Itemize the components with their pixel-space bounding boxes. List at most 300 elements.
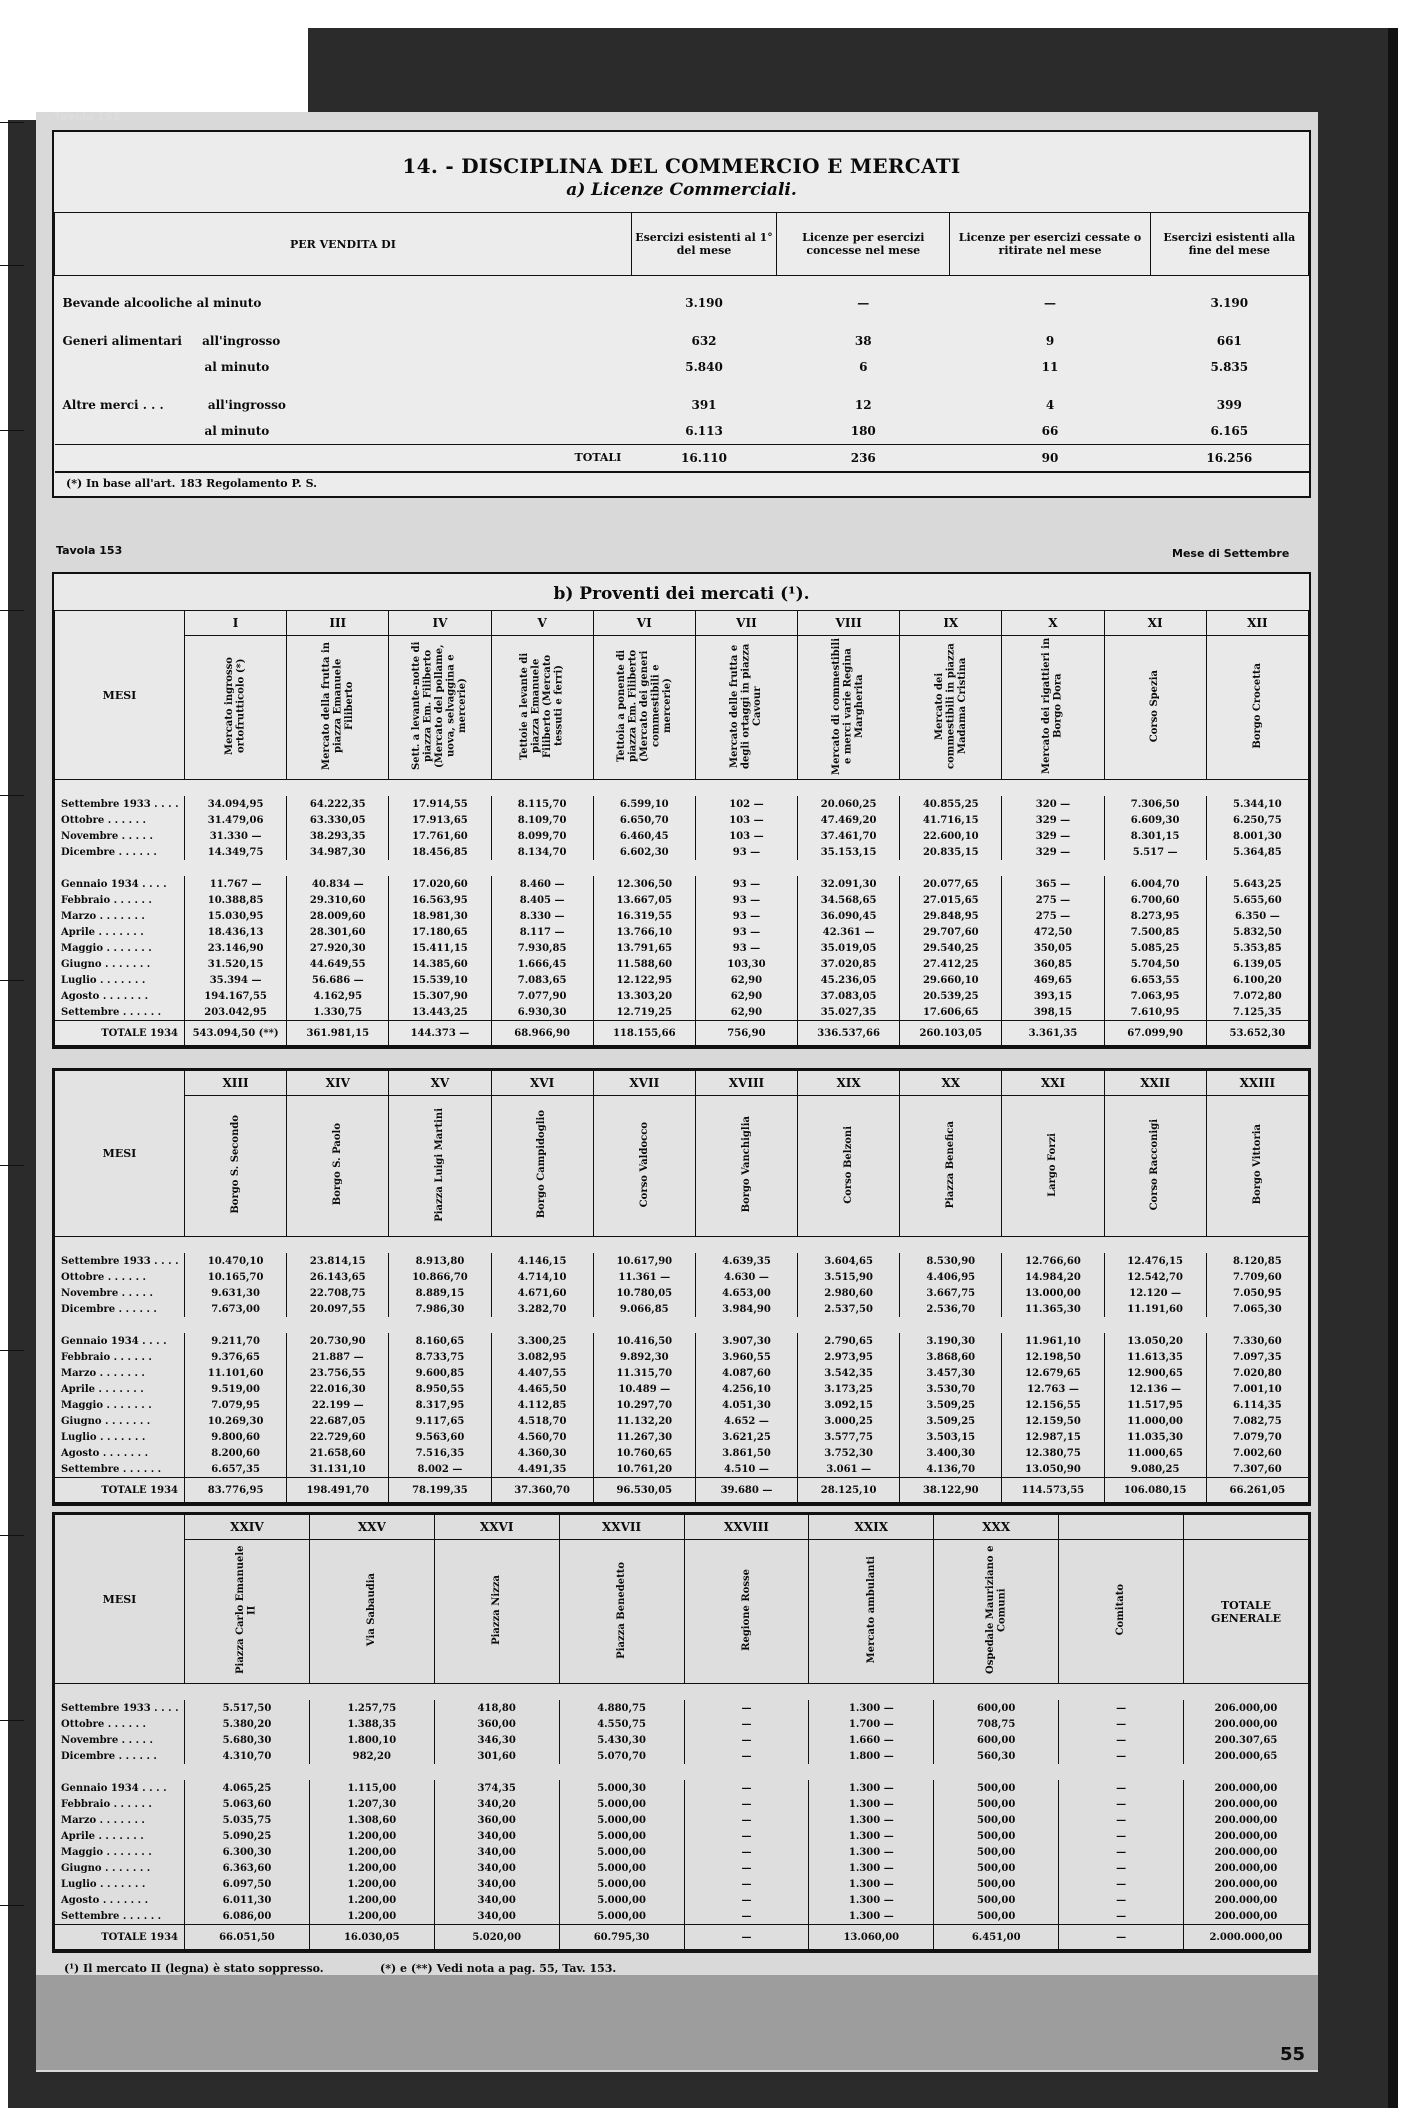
column-name: Mercato ingrosso ortofrutticolo (*) [224, 657, 247, 755]
value-cell: 5.344,10 [1206, 796, 1308, 812]
value-cell: 6.139,05 [1206, 956, 1308, 972]
table-row [55, 1780, 1309, 1796]
month-label: Febbraio . . . . . . [55, 892, 185, 908]
value-cell: 17.606,65 [900, 1004, 1002, 1021]
month-label: Maggio . . . . . . . [55, 940, 185, 956]
margin-tick [0, 1165, 24, 1166]
value-cell: 6.602,30 [593, 844, 695, 860]
table-row [55, 1796, 1309, 1812]
licenze-header-fine: Esercizi esistenti alla fine del mese [1150, 213, 1308, 276]
column-number [1059, 1515, 1184, 1540]
value-cell: 3.092,15 [798, 1397, 900, 1413]
column-number: V [491, 611, 593, 636]
value-cell: — [1059, 1732, 1184, 1748]
table-row [55, 892, 1309, 908]
column-name: Corso Racconigi [1149, 1118, 1161, 1211]
page-title: 14. - DISCIPLINA DEL COMMERCIO E MERCATI [402, 154, 961, 178]
value-cell: — [1059, 1844, 1184, 1860]
value-cell: 5.000,30 [559, 1780, 684, 1796]
column-name: Sett. a levante-notte di piazza Em. Filiberto (Mercato del pollame, uova, selvaggina e mercerie) [411, 641, 469, 771]
value-cell: 6.700,60 [1104, 892, 1206, 908]
table-row [55, 418, 1309, 445]
proventi-table-3 [54, 1514, 1309, 1951]
value-cell: 20.097,55 [287, 1301, 389, 1317]
licenze-footnote: (*) In base all'art. 183 Regolamento P. S. [66, 476, 317, 490]
total-cell: 16.030,05 [309, 1925, 434, 1951]
value-cell: 7.082,75 [1206, 1413, 1308, 1429]
month-label: Gennaio 1934 . . . . [55, 1780, 185, 1796]
total-label: TOTALE 1934 [55, 1925, 185, 1951]
value-cell: 20.077,65 [900, 876, 1002, 892]
table-row [55, 1333, 1309, 1349]
column-number: XVIII [695, 1071, 797, 1096]
value-cell: 9.376,65 [185, 1349, 287, 1365]
column-number: XXIX [809, 1515, 934, 1540]
value-cell: 200.000,00 [1184, 1812, 1309, 1828]
column-name-cell [491, 1096, 593, 1237]
value-cell: 1.330,75 [287, 1004, 389, 1021]
month-label: Settembre . . . . . . [55, 1461, 185, 1478]
value-cell: 9.211,70 [185, 1333, 287, 1349]
value-cell: 5.000,00 [559, 1860, 684, 1876]
total-row [55, 1021, 1309, 1047]
value-cell: 5.643,25 [1206, 876, 1308, 892]
value-cell: 32.091,30 [798, 876, 900, 892]
value-cell: 6.657,35 [185, 1461, 287, 1478]
value-cell: 3.457,30 [900, 1365, 1002, 1381]
value-cell: 500,00 [934, 1908, 1059, 1925]
licenze-cell: 6.165 [1210, 423, 1249, 438]
value-cell: 329 — [1002, 812, 1104, 828]
value-cell: 340,00 [434, 1876, 559, 1892]
value-cell: 20.835,15 [900, 844, 1002, 860]
value-cell: 23.756,55 [287, 1365, 389, 1381]
value-cell: 31.479,06 [185, 812, 287, 828]
value-cell: 13.303,20 [593, 988, 695, 1004]
value-cell: 194.167,55 [185, 988, 287, 1004]
month-label: Settembre . . . . . . [55, 1908, 185, 1925]
month-label: Marzo . . . . . . . [55, 1812, 185, 1828]
value-cell: 3.542,35 [798, 1365, 900, 1381]
value-cell: 5.353,85 [1206, 940, 1308, 956]
column-name: Borgo Vanchiglia [740, 1116, 752, 1213]
value-cell: 346,30 [434, 1732, 559, 1748]
table-row [55, 1301, 1309, 1317]
column-name: Mercato dei rigattieri in Borgo Dora [1041, 637, 1064, 775]
value-cell: 8.301,15 [1104, 828, 1206, 844]
column-name-cell [695, 1096, 797, 1237]
value-cell: 329 — [1002, 844, 1104, 860]
licenze-cell: 9 [1045, 333, 1055, 348]
licenze-cell: 5.835 [1210, 359, 1249, 374]
table-row [55, 812, 1309, 828]
column-number: XII [1206, 611, 1308, 636]
column-name-cell [593, 1096, 695, 1237]
table-row [55, 1828, 1309, 1844]
total-cell: 83.776,95 [185, 1478, 287, 1504]
column-name: Ospedale Mauriziano e Comuni [984, 1545, 1008, 1675]
value-cell: 8.109,70 [491, 812, 593, 828]
value-cell: 11.035,30 [1104, 1429, 1206, 1445]
value-cell: 35.027,35 [798, 1004, 900, 1021]
value-cell: 5.517,50 [185, 1700, 310, 1716]
value-cell: 6.300,30 [185, 1844, 310, 1860]
value-cell: 340,00 [434, 1828, 559, 1844]
value-cell: 7.050,95 [1206, 1285, 1308, 1301]
table-row [55, 908, 1309, 924]
value-cell: 708,75 [934, 1716, 1059, 1732]
proventi-section-1 [52, 572, 1311, 1049]
value-cell: 982,20 [309, 1748, 434, 1764]
mesi-header: MESI [55, 1515, 185, 1684]
total-cell: 5.020,00 [434, 1925, 559, 1951]
value-cell: 6.100,20 [1206, 972, 1308, 988]
table-row [55, 940, 1309, 956]
value-cell: 4.639,35 [695, 1253, 797, 1269]
value-cell: 12.900,65 [1104, 1365, 1206, 1381]
total-cell: 361.981,15 [287, 1021, 389, 1047]
column-number: XX [900, 1071, 1002, 1096]
column-name: Via Sabaudia [366, 1573, 378, 1647]
licenze-cell: 632 [691, 333, 717, 348]
value-cell: 1.300 — [809, 1796, 934, 1812]
value-cell: 4.518,70 [491, 1413, 593, 1429]
table-row [55, 392, 1309, 418]
column-number: XIV [287, 1071, 389, 1096]
column-number: XXI [1002, 1071, 1104, 1096]
licenze-total-cell: 16.110 [681, 450, 727, 465]
value-cell: 3.300,25 [491, 1333, 593, 1349]
value-cell: 4.051,30 [695, 1397, 797, 1413]
value-cell: — [1059, 1908, 1184, 1925]
value-cell: — [684, 1860, 809, 1876]
value-cell: 16.563,95 [389, 892, 491, 908]
value-cell: 1.300 — [809, 1908, 934, 1925]
value-cell: 5.000,00 [559, 1812, 684, 1828]
column-name: Piazza Nizza [490, 1575, 502, 1645]
value-cell: 37.083,05 [798, 988, 900, 1004]
value-cell: 365 — [1002, 876, 1104, 892]
value-cell: 93 — [695, 892, 797, 908]
value-cell: 27.920,30 [287, 940, 389, 956]
value-cell: — [684, 1716, 809, 1732]
spacer-row [55, 1317, 1309, 1333]
tavola-152-label: Tavola 152 [54, 110, 121, 123]
value-cell: 9.117,65 [389, 1413, 491, 1429]
value-cell: 3.667,75 [900, 1285, 1002, 1301]
column-number: VI [593, 611, 695, 636]
column-name-cell [559, 1540, 684, 1684]
table-row [55, 1860, 1309, 1876]
value-cell: 20.539,25 [900, 988, 1002, 1004]
total-cell: 66.051,50 [185, 1925, 310, 1951]
value-cell: 7.097,35 [1206, 1349, 1308, 1365]
value-cell: 8.134,70 [491, 844, 593, 860]
column-name: Mercato ambulanti [865, 1556, 877, 1664]
value-cell: 38.293,35 [287, 828, 389, 844]
paper-bottom-shadow [36, 1975, 1318, 2070]
column-name-cell [434, 1540, 559, 1684]
value-cell: 12.120 — [1104, 1285, 1206, 1301]
value-cell: 17.913,65 [389, 812, 491, 828]
column-name-cell [1104, 636, 1206, 780]
column-name-cell [1206, 1096, 1308, 1237]
column-name-row [55, 636, 1309, 780]
column-number: XXVIII [684, 1515, 809, 1540]
column-name-cell [309, 1540, 434, 1684]
scan-top-margin [0, 0, 1413, 28]
value-cell: 5.000,00 [559, 1876, 684, 1892]
value-cell: 2.790,65 [798, 1333, 900, 1349]
value-cell: 350,05 [1002, 940, 1104, 956]
value-cell: 28.301,60 [287, 924, 389, 940]
value-cell: 8.002 — [389, 1461, 491, 1478]
month-label: Marzo . . . . . . . [55, 1365, 185, 1381]
value-cell: 203.042,95 [185, 1004, 287, 1021]
value-cell: 5.680,30 [185, 1732, 310, 1748]
value-cell: 340,00 [434, 1860, 559, 1876]
value-cell: 8.115,70 [491, 796, 593, 812]
column-name: Mercato della frutta in piazza Emanuele Filiberto [320, 641, 355, 771]
table-row [55, 1461, 1309, 1478]
value-cell: 340,20 [434, 1796, 559, 1812]
column-name-cell [1184, 1540, 1309, 1684]
value-cell: 102 — [695, 796, 797, 812]
total-cell: 106.080,15 [1104, 1478, 1206, 1504]
value-cell: 8.317,95 [389, 1397, 491, 1413]
column-name-cell [287, 636, 389, 780]
total-cell: 96.530,05 [593, 1478, 695, 1504]
value-cell: 36.090,45 [798, 908, 900, 924]
licenze-total-row [55, 444, 1309, 472]
value-cell: 3.190,30 [900, 1333, 1002, 1349]
value-cell: 8.099,70 [491, 828, 593, 844]
month-label: Agosto . . . . . . . [55, 1445, 185, 1461]
month-label: Febbraio . . . . . . [55, 1349, 185, 1365]
value-cell: 6.599,10 [593, 796, 695, 812]
value-cell: 4.510 — [695, 1461, 797, 1478]
value-cell: 3.907,30 [695, 1333, 797, 1349]
value-cell: 64.222,35 [287, 796, 389, 812]
value-cell: 11.000,65 [1104, 1445, 1206, 1461]
value-cell: 200.000,65 [1184, 1748, 1309, 1764]
spacer-row [55, 780, 1309, 797]
value-cell: 7.079,95 [185, 1397, 287, 1413]
value-cell: 23.146,90 [185, 940, 287, 956]
value-cell: 12.719,25 [593, 1004, 695, 1021]
proventi-footnote-2: (*) e (**) Vedi nota a pag. 55, Tav. 153. [380, 1962, 617, 1975]
column-number: XXV [309, 1515, 434, 1540]
value-cell: 9.563,60 [389, 1429, 491, 1445]
value-cell: 10.269,30 [185, 1413, 287, 1429]
value-cell: 5.000,00 [559, 1796, 684, 1812]
value-cell: 398,15 [1002, 1004, 1104, 1021]
value-cell: 22.729,60 [287, 1429, 389, 1445]
value-cell: 26.143,65 [287, 1269, 389, 1285]
value-cell: 340,00 [434, 1844, 559, 1860]
value-cell: 200.000,00 [1184, 1828, 1309, 1844]
value-cell: — [684, 1796, 809, 1812]
value-cell: 34.568,65 [798, 892, 900, 908]
value-cell: 34.094,95 [185, 796, 287, 812]
table-row [55, 924, 1309, 940]
value-cell: 11.588,60 [593, 956, 695, 972]
table-row [55, 876, 1309, 892]
value-cell: 22.708,75 [287, 1285, 389, 1301]
licenze-cell: 11 [1041, 359, 1059, 374]
table-row [55, 1365, 1309, 1381]
value-cell: 301,60 [434, 1748, 559, 1764]
column-name-cell [185, 636, 287, 780]
value-cell: — [684, 1828, 809, 1844]
margin-tick [0, 122, 24, 123]
licenze-total-label: TOTALI [574, 451, 622, 464]
value-cell: 1.115,00 [309, 1780, 434, 1796]
value-cell: 10.416,50 [593, 1333, 695, 1349]
value-cell: — [684, 1908, 809, 1925]
value-cell: 93 — [695, 924, 797, 940]
value-cell: 29.660,10 [900, 972, 1002, 988]
value-cell: 11.361 — [593, 1269, 695, 1285]
column-name-cell [287, 1096, 389, 1237]
month-label: Dicembre . . . . . . [55, 844, 185, 860]
value-cell: 4.112,85 [491, 1397, 593, 1413]
value-cell: 35.153,15 [798, 844, 900, 860]
value-cell: 103,30 [695, 956, 797, 972]
value-cell: 500,00 [934, 1812, 1059, 1828]
margin-tick [0, 980, 24, 981]
value-cell: 56.686 — [287, 972, 389, 988]
column-number [1184, 1515, 1309, 1540]
value-cell: 9.519,00 [185, 1381, 287, 1397]
table-row [55, 1892, 1309, 1908]
value-cell: 93 — [695, 876, 797, 892]
column-name-cell [798, 636, 900, 780]
value-cell: 15.030,95 [185, 908, 287, 924]
licenze-cell: 661 [1216, 333, 1242, 348]
value-cell: 8.733,75 [389, 1349, 491, 1365]
value-cell: 35.394 — [185, 972, 287, 988]
value-cell: 5.380,20 [185, 1716, 310, 1732]
value-cell: 1.300 — [809, 1812, 934, 1828]
table-row [55, 1844, 1309, 1860]
licenze-cell: 3.190 [1210, 295, 1249, 310]
value-cell: 500,00 [934, 1860, 1059, 1876]
total-cell: 66.261,05 [1206, 1478, 1308, 1504]
value-cell: 1.200,00 [309, 1892, 434, 1908]
licenze-cell: — [857, 295, 870, 310]
value-cell: — [1059, 1812, 1184, 1828]
table-row [55, 1397, 1309, 1413]
value-cell: — [1059, 1796, 1184, 1812]
month-label: Agosto . . . . . . . [55, 988, 185, 1004]
value-cell: 340,00 [434, 1908, 559, 1925]
value-cell: 5.000,00 [559, 1844, 684, 1860]
month-label-right: Mese di Settembre [1172, 547, 1290, 560]
value-cell: 2.973,95 [798, 1349, 900, 1365]
total-cell: 78.199,35 [389, 1478, 491, 1504]
column-name-cell [593, 636, 695, 780]
value-cell: 28.009,60 [287, 908, 389, 924]
value-cell: 2.980,60 [798, 1285, 900, 1301]
value-cell: 62,90 [695, 988, 797, 1004]
value-cell: 11.000,00 [1104, 1413, 1206, 1429]
value-cell: 1.700 — [809, 1716, 934, 1732]
value-cell: 10.617,90 [593, 1253, 695, 1269]
value-cell: 6.350 — [1206, 908, 1308, 924]
value-cell: — [1059, 1860, 1184, 1876]
value-cell: 6.086,00 [185, 1908, 310, 1925]
value-cell: 12.679,65 [1002, 1365, 1104, 1381]
licenze-total-cell: 16.256 [1206, 450, 1253, 465]
value-cell: 7.083,65 [491, 972, 593, 988]
month-label: Novembre . . . . . [55, 1732, 185, 1748]
table-row [55, 1429, 1309, 1445]
value-cell: 5.364,85 [1206, 844, 1308, 860]
value-cell: 6.097,50 [185, 1876, 310, 1892]
month-label: Luglio . . . . . . . [55, 1876, 185, 1892]
value-cell: 1.257,75 [309, 1700, 434, 1716]
value-cell: 22.600,10 [900, 828, 1002, 844]
value-cell: — [684, 1876, 809, 1892]
licenze-header-concesse: Licenze per esercizi concesse nel mese [777, 213, 950, 276]
column-name: Borgo Crocetta [1251, 663, 1263, 749]
value-cell: 3.604,65 [798, 1253, 900, 1269]
value-cell: 44.649,55 [287, 956, 389, 972]
value-cell: 27.015,65 [900, 892, 1002, 908]
value-cell: 2.536,70 [900, 1301, 1002, 1317]
value-cell: 8.160,65 [389, 1333, 491, 1349]
total-cell: 13.060,00 [809, 1925, 934, 1951]
value-cell: 5.070,70 [559, 1748, 684, 1764]
total-row [55, 1925, 1309, 1951]
spacer-cell [55, 1317, 1309, 1333]
value-cell: 3.515,90 [798, 1269, 900, 1285]
value-cell: 200.000,00 [1184, 1892, 1309, 1908]
value-cell: 3.752,30 [798, 1445, 900, 1461]
licenze-header-cessate: Licenze per esercizi cessate o ritirate nel mese [950, 213, 1150, 276]
margin-tick [0, 1535, 24, 1536]
value-cell: 10.761,20 [593, 1461, 695, 1478]
licenze-sub: all'ingrosso [202, 333, 281, 348]
value-cell: 41.716,15 [900, 812, 1002, 828]
value-cell: 3.000,25 [798, 1413, 900, 1429]
value-cell: 17.761,60 [389, 828, 491, 844]
month-label: Giugno . . . . . . . [55, 1860, 185, 1876]
value-cell: 7.986,30 [389, 1301, 491, 1317]
value-cell: 7.306,50 [1104, 796, 1206, 812]
value-cell: 7.077,90 [491, 988, 593, 1004]
value-cell: 8.950,55 [389, 1381, 491, 1397]
value-cell: 500,00 [934, 1844, 1059, 1860]
licenze-cell: 3.190 [685, 295, 723, 310]
value-cell: 11.767 — [185, 876, 287, 892]
value-cell: 7.709,60 [1206, 1269, 1308, 1285]
value-cell: 200.000,00 [1184, 1908, 1309, 1925]
value-cell: 6.930,30 [491, 1004, 593, 1021]
value-cell: 1.200,00 [309, 1860, 434, 1876]
value-cell: 8.405 — [491, 892, 593, 908]
value-cell: 8.120,85 [1206, 1253, 1308, 1269]
value-cell: 3.621,25 [695, 1429, 797, 1445]
value-cell: 4.653,00 [695, 1285, 797, 1301]
margin-tick [0, 1905, 24, 1906]
value-cell: 1.800 — [809, 1748, 934, 1764]
total-cell: 28.125,10 [798, 1478, 900, 1504]
value-cell: 1.300 — [809, 1828, 934, 1844]
value-cell: 4.550,75 [559, 1716, 684, 1732]
table-row [55, 1285, 1309, 1301]
